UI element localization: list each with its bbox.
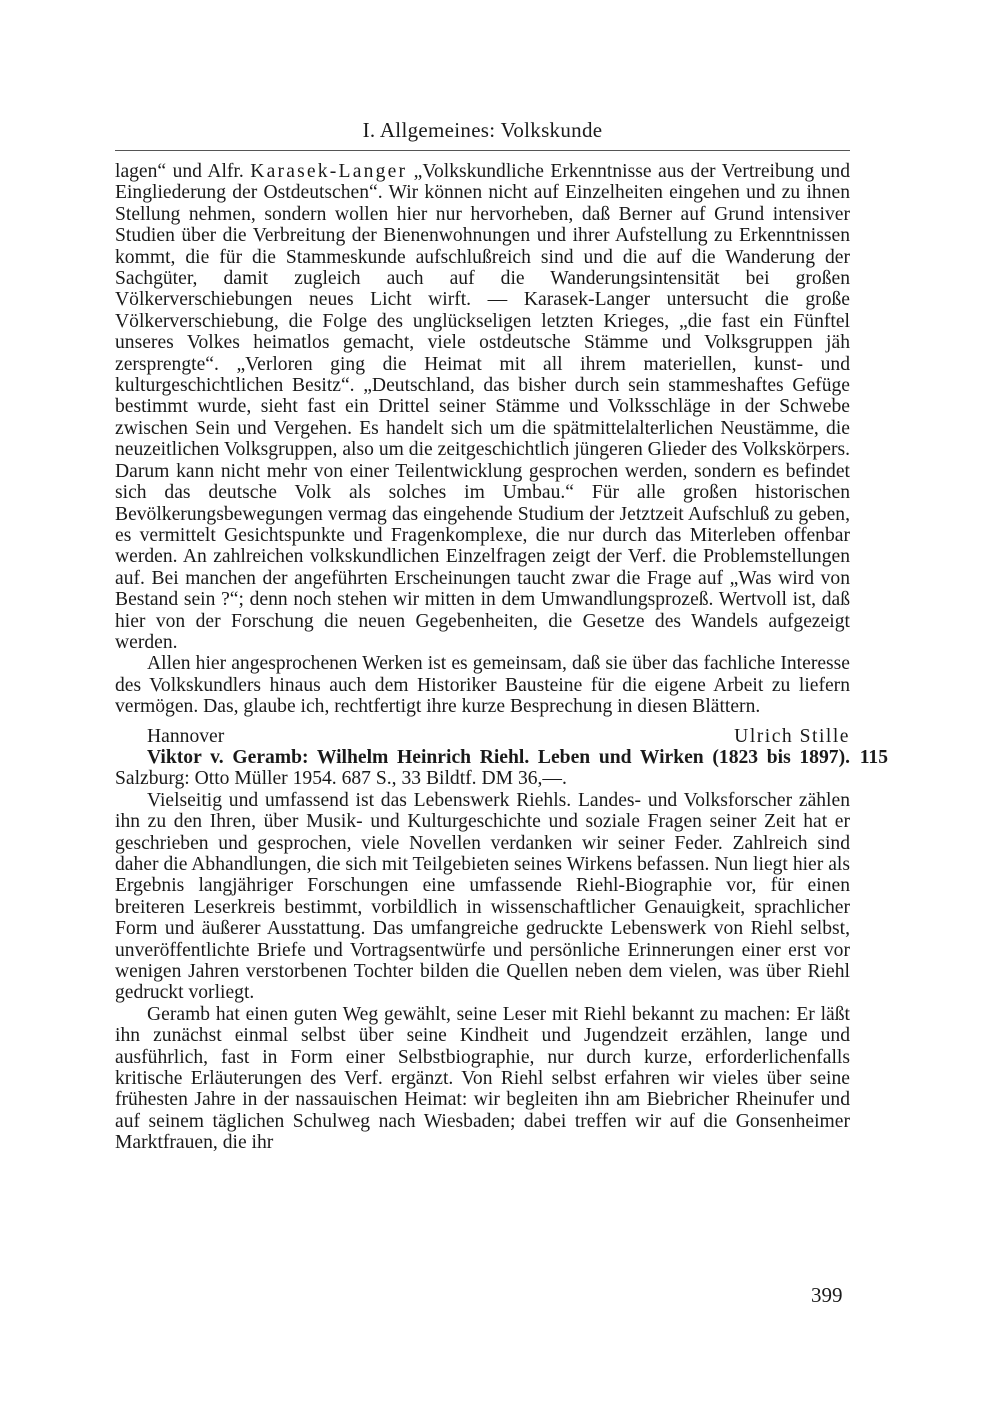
paragraph-text: „Volkskundliche Erkenntnisse aus der Vertreibung und Eingliederung der Ostdeutschen“. Wir können nicht auf Einzelheiten eingehen und zu ihnen Stellung nehmen, sondern wollen hier nur hervorheben, daß Berner auf Grund intensiver Studien über die Verbreitung der Bienenwohnungen und ihrer Aufstellung zu Erkenntnissen kommt, die für die Stammeskunde aufschlußreich sind und die auf die Wanderung der Sachgüter, damit zugleich auch auf die Wanderungsintensität bei großen Völkerverschiebungen neues Licht wirft. — Karasek-Langer untersucht die große Völkerverschiebung, die Folge des unglückseligen letzten Krieges, „die fast ein Fünftel unseres Volkes heimatlos gemacht, viele ostdeutsche Stämme und Volksgruppen jäh zersprengte“. „Verloren ging die Heimat mit all ihrem materiellen, kunst- und kulturgeschichtlichen Besitz“. „Deutschland, das bisher durch sein stammeshaftes Gefüge bestimmt wurde, sieht fast ein Drittel seiner Stämme und Volksschläge in der Schwebe zwischen Sein und Vergehen. Es handelt sich um die spätmittelalterlichen Neustämme, die neuzeitlichen Volksgruppen, also um die zeitgeschichtlich jüngeren Glieder des Volkskörpers. Darum kann nicht mehr von einer Teilentwicklung gesprochen werden, sondern es befindet sich das deutsche Volk als solches im Umbau.“ Für alle großen historischen Bevölkerungsbewegungen vermag das eingehende Studium der Jetztzeit Aufschluß zu geben, es vermittelt Gesichtspunkte und Fragenkomplexe, die nur durch das Miterleben offenbar werden. An zahlreichen volkskundlichen Einzelfragen zeigt der Verf. die Problemstellungen auf. Bei manchen der angeführten Erscheinungen taucht zwar die Frage auf „Was wird von Bestand sein ?“; denn noch stehen wir mitten in dem Umwandlungsprozeß. Wertvoll ist, daß hier von der Forschung die neuen Gegebenheiten, die Gesetze des Wandels aufgezeigt werden.: [115, 161, 850, 653]
paragraph-start-text: lagen“ und Alfr.: [115, 161, 251, 182]
page-number: 399: [811, 1283, 843, 1307]
review-number: 115: [859, 746, 888, 768]
review-heading: [115, 746, 888, 790]
review-paragraph-1: Vielseitig und umfassend ist das Lebenswerk Riehls. Landes- und Volksforscher zählen ihn zu den Ihren, über Musik- und Kulturgeschichte und soziale Fragen seiner Zeit hat er geschrieben und gesprochen, viele Novellen verdanken wir seiner Feder. Zahlreich sind daher die Abhandlungen, die sich mit Teilgebieten seines Wirkens befassen. Nun liegt hier als Ergebnis langjähriger Forschungen eine umfassende Riehl-Biographie vor, für einen breiteren Leserkreis bestimmt, vorbildlich in wissenschaftlicher Genauigkeit, sprachlicher Form und äußerer Ausstattung. Das umfangreiche gedruckte Lebenswerk von Riehl selbst, unveröffentlichte Briefe und Vortragsentwürfe und persönliche Erinnerungen einer erst vor wenigen Jahren verstorbenen Tochter bilden die Quellen neben dem vielen, was über Riehl gedruckt vorliegt.: [115, 789, 850, 1004]
header-rule: [115, 150, 850, 151]
review-title: Viktor v. Geramb: Wilhelm Heinrich Riehl. Leben und Wirken (1823 bis 1897).: [147, 746, 850, 768]
running-header: I. Allgemeines: Volkskunde: [362, 118, 603, 142]
author-name-spaced: Karasek-Langer: [250, 161, 408, 182]
signature-author: Ulrich Stille: [734, 725, 850, 747]
review-paragraph-2: Geramb hat einen guten Weg gewählt, seine Leser mit Riehl bekannt zu machen: Er läßt ihn zunächst einmal selbst über seine Kindheit und Jugendzeit erzählen, lange und ausführlich, fast in Form einer Selbstbiographie, nur durch kurze, erforderlichenfalls kritische Erläuterungen des Verf. ergänzt. Von Riehl selbst erfahren wir vieles über seine frühesten Jahre in der nassauischen Heimat: wir begleiten ihn am Biebricher Rheinufer und auf seinem täglichen Schulweg nach Wiesbaden; dabei treffen wir auf die Gonsenheimer Marktfrauen, die ihr: [115, 1003, 850, 1154]
page-body: [115, 161, 888, 1154]
paragraph-continuation: [115, 161, 850, 653]
review-publication-details: Salzburg: Otto Müller 1954. 687 S., 33 Bildtf. DM 36,—.: [115, 768, 567, 790]
paragraph-conclusion: Allen hier angesprochenen Werken ist es gemeinsam, daß sie über das fachliche Interesse des Volkskundlers hinaus auch dem Historiker Bausteine für die eigene Arbeit zu liefern vermögen. Das, glaube ich, rechtfertigt ihre kurze Besprechung in diesen Blättern.: [115, 653, 850, 718]
signature-line: [115, 726, 850, 747]
signature-place: Hannover: [147, 725, 225, 747]
